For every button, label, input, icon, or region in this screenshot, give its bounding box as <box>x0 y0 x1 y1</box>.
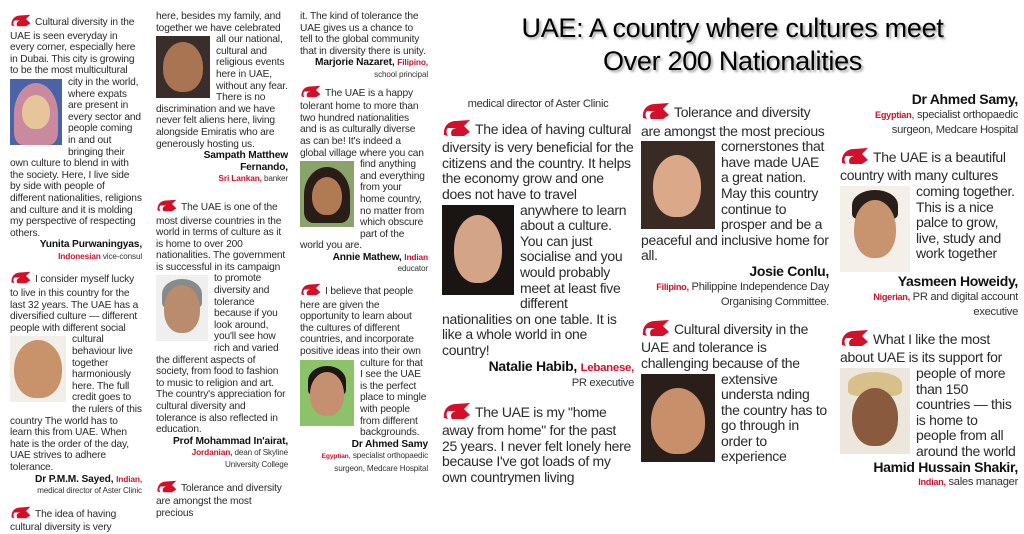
quote-text: The world has to learn this from UAE. When hate is the order of the day, UAE strives to adhere tolerance. <box>10 415 129 473</box>
headline-line-2: Over 200 Nationalities <box>602 46 863 76</box>
column-2 <box>156 11 288 519</box>
role-label: sales manager <box>945 476 1018 489</box>
testimonial-yunita <box>10 14 142 262</box>
quote-text: Tolerance and diversity are amongst the most precious <box>156 482 282 519</box>
testimonial-cultural-challenge <box>641 319 829 465</box>
quote-text: behaviour live together harmoniously here. The full credit goes to the rulers of this country <box>10 346 142 427</box>
person-name: Dr Ahmed Samy <box>351 438 428 450</box>
testimonial-josie <box>641 102 829 311</box>
testimonial-marjorie <box>300 11 428 81</box>
quote-text: for people of more than 150 countries — this is home to people from all around the world <box>916 349 1016 459</box>
testimonial-ahmed-samy <box>300 283 428 475</box>
portrait-photo <box>156 275 208 341</box>
role-label: PR and digital account executive <box>909 290 1018 319</box>
role-label: school principal <box>374 69 428 79</box>
person-name: Sampath Matthew Fernando, <box>203 150 288 173</box>
nationality-label: Indian, <box>116 473 142 484</box>
quote-text: here, besides my family, and together we have <box>156 11 281 34</box>
nationality-label: Indian, <box>918 477 946 488</box>
portrait-photo <box>840 186 910 272</box>
quote-mark-icon <box>156 480 178 497</box>
testimonial-natalie <box>442 119 634 392</box>
nationality-label: Indonesian <box>58 250 101 261</box>
testimonial-hamid <box>840 329 1018 491</box>
portrait-photo <box>10 79 62 145</box>
quote-text: The UAE is one of the most diverse countries in the world in terms of culture as it is home to over 200 nationalities. The government is successful in its campaign to promote <box>156 201 286 285</box>
nationality-label: Filipino, <box>397 57 428 68</box>
quote-text: Cultural diversity in the UAE is seen everyday in every corner, especially here in Dubai. This city is growing to be the most multicultural city in the <box>10 17 136 88</box>
quote-text: The UAE is a happy tolerant home to more than two hundred nationalities and is as culturally diverse as can be! It's indeed a global village where you can find <box>300 87 424 171</box>
quote-text: What I like the most about UAE is its support <box>840 330 990 366</box>
quote-text: celebrated all our national, cultural and religious events here in UAE, without any fear. There is no <box>216 22 288 104</box>
quote-mark-icon <box>840 147 870 169</box>
nationality-label: Nigerian, <box>873 291 910 302</box>
quote-mark-icon <box>300 85 322 102</box>
quote-text: Tolerance and diversity are amongst the most precious <box>641 104 825 139</box>
quote-text: discrimination and we have never felt aliens here, living alongside Emiratis who are generously hosting us. <box>156 103 275 150</box>
quote-mark-icon <box>10 506 32 523</box>
person-name: Yasmeen Howeidy, <box>897 272 1018 289</box>
person-name: Annie Mathew, <box>332 251 402 263</box>
role-label: Philippine Independence Day Organising Committee. <box>688 280 829 309</box>
quote-text: of the world you are. <box>300 228 405 252</box>
quote-text: Cultural diversity in the UAE and tolerance is challenging because of the <box>641 320 809 371</box>
testimonial-home-away <box>442 402 634 486</box>
nationality-label: Jordanian, <box>191 447 233 458</box>
headline-line-1: UAE: A country where cultures meet <box>521 13 944 43</box>
role-label: educator <box>397 264 428 274</box>
nationality-label: Indian <box>404 251 428 262</box>
quote-mark-icon <box>840 329 870 351</box>
role-label: medical director of Aster Clinic <box>37 486 142 496</box>
testimonial-sampath <box>156 11 288 185</box>
column-3 <box>300 11 428 475</box>
testimonial-annie <box>300 85 428 276</box>
quote-text: diversity and tolerance because if you look around, you'll see how rich and varied the different aspects of <box>156 285 279 366</box>
quote-mark-icon <box>641 102 671 124</box>
nationality-label: Egyptian <box>875 109 912 120</box>
quote-text: I believe that people here are given the opportunity to learn about the cultures of different countries, and incorporate positive ideas into their <box>300 286 414 358</box>
portrait-photo <box>10 336 66 402</box>
portrait-photo <box>641 374 715 462</box>
role-label: banker <box>261 174 288 184</box>
quote-text: be a peaceful and inclusive home for all. <box>641 216 829 264</box>
role-label: , specialist orthopaedic surgeon, Medcare Hospital <box>334 451 428 473</box>
quote-text: it. The kind of tolerance the UAE gives us a chance to tell to the global community that in diversity there is unity. <box>300 11 426 57</box>
quote-text: own culture for that I see the UAE is the perfect place to mingle with people from different backgrounds. <box>360 346 427 439</box>
quote-text: society, from food to fashion to music to religion and art. The country's appreciation for cultural diversity and tolerance is also reflected in education. <box>156 366 286 436</box>
person-name: Prof Mohammad In'airat, <box>172 435 288 447</box>
headline <box>445 12 1020 78</box>
person-name: Natalie Habib, <box>488 357 577 374</box>
portrait-photo <box>641 141 715 229</box>
column-5 <box>641 102 829 465</box>
nationality-label: Lebanese, <box>580 361 634 374</box>
quote-text: I consider myself lucky to live in this country for the last 32 years. The UAE has a diversified culture — different people with different social cultural <box>10 274 139 346</box>
role-label: medical director of Aster Clinic <box>467 98 609 110</box>
role-label: vice-consul <box>100 251 142 261</box>
testimonial-mohammad <box>156 199 288 471</box>
role-label: dean of Skyline University College <box>224 448 288 469</box>
testimonial-cut <box>156 480 288 520</box>
quote-mark-icon <box>156 199 178 216</box>
quote-mark-icon <box>300 283 322 300</box>
column-1 <box>10 14 142 534</box>
testimonial-cut <box>10 506 142 534</box>
quote-mark-icon <box>10 271 32 288</box>
testimonial-pmm-sayed <box>10 271 142 496</box>
quote-mark-icon <box>10 14 32 31</box>
person-name: Josie Conlu, <box>749 262 829 279</box>
testimonial-yasmeen <box>840 147 1018 321</box>
portrait-photo <box>300 161 354 227</box>
portrait-photo <box>156 36 210 98</box>
person-name: Marjorie Nazaret, <box>315 57 395 69</box>
quote-mark-icon <box>641 319 671 341</box>
quote-text: The idea of having cultural diversity is very <box>10 508 117 534</box>
nationality-label: Filipino, <box>656 281 689 292</box>
quote-text: world, where expats are present in every sector and people coming in and out bringing their own <box>10 76 141 170</box>
quote-text: The UAE is my "home away from home" for the past 25 years. I never felt lonely here because I've got loads of my own countrymen living <box>442 403 632 486</box>
person-name: Dr Ahmed Samy, <box>911 92 1018 107</box>
person-name: Hamid Hussain Shakir, <box>873 458 1018 475</box>
quote-text: The idea of having cultural diversity is very beneficial for the citizens and the country. It helps the economy grow and one does not have to travel <box>442 120 634 202</box>
quote-text: The UAE is a beautiful country with many <box>840 148 1006 184</box>
person-name: Dr P.M.M. Sayed, <box>35 473 114 485</box>
quote-text: cornerstones that have made UAE a great nation. May this country continue to prosper and <box>721 138 825 233</box>
quote-text: anything and everything from your home country, no matter from which obscure part <box>360 159 425 240</box>
column-6 <box>840 92 1018 491</box>
quote-mark-icon <box>442 402 472 424</box>
role-label: PR executive <box>571 377 634 390</box>
quote-mark-icon <box>442 119 472 141</box>
portrait-photo <box>442 205 514 295</box>
quote-text: cultures coming together. This is a nice palce to grow, live, study and work together <box>916 167 1015 262</box>
nationality-label: Egyptian <box>321 453 349 461</box>
quote-text: anywhere to learn about a culture. You can just socialise and you would probably <box>520 201 627 280</box>
portrait-photo <box>300 360 354 426</box>
quote-text: culture to blend in with the society. Here, I live side by side with people of different nationalities, religions and culture and it is molding my perspective of respecting others. <box>10 158 142 239</box>
nationality-label: Sri Lankan, <box>218 173 262 184</box>
quote-text: meet at least five different nationalities on one table. It is like a whole world in one country! <box>442 279 621 358</box>
quote-text: extensive understa nding the country has to go through in order to experience <box>721 370 827 465</box>
portrait-photo <box>840 368 910 454</box>
role-label: , specialist orthopaedic surgeon, Medcare Hospital <box>891 108 1018 137</box>
column-4 <box>442 97 634 486</box>
person-name: Yunita Purwaningyas, <box>39 239 142 251</box>
